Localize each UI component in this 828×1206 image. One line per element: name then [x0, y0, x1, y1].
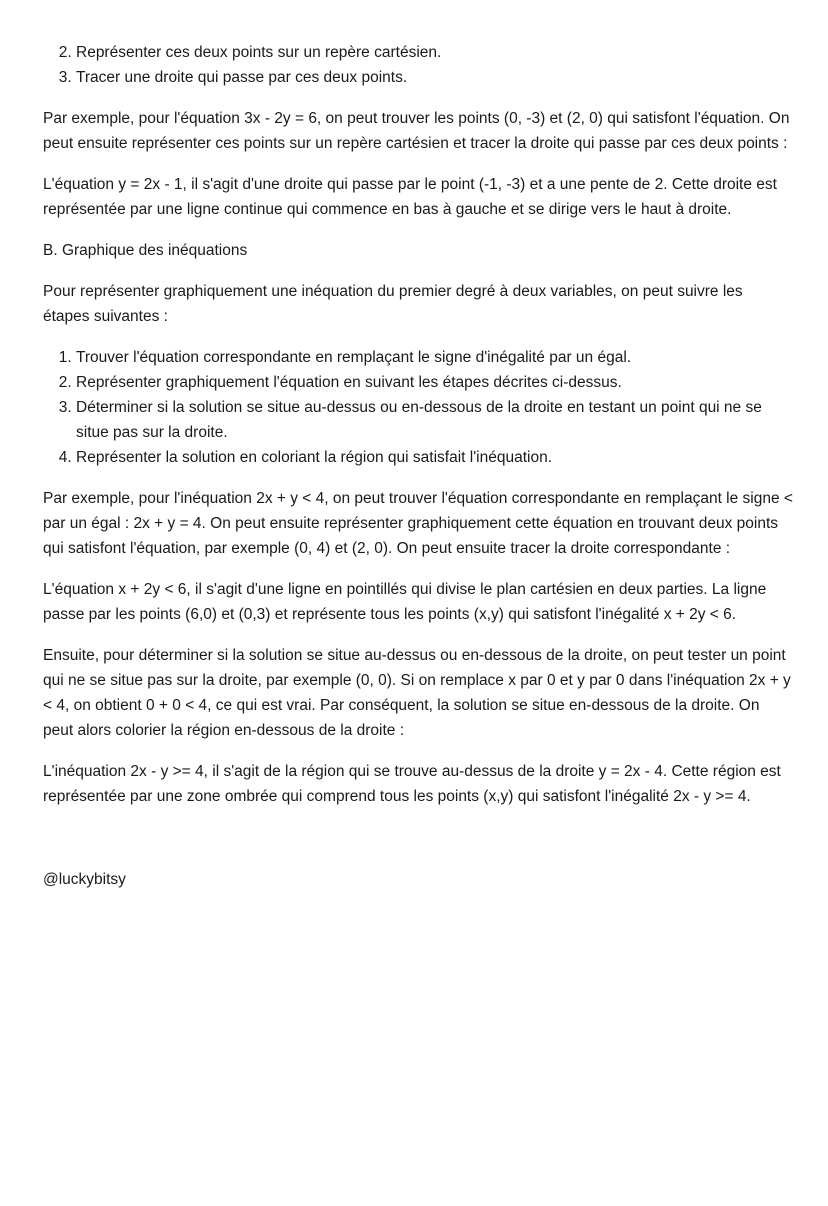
- paragraph-equation-line: L'équation y = 2x - 1, il s'agit d'une droite qui passe par le point (-1, -3) et a une pente de 2. Cette droite est représentée par une ligne continue qui commence en bas à gauche et se dirige vers le haut à droite.: [43, 176, 777, 218]
- inequation-steps-list: [43, 345, 793, 470]
- document-body: [43, 40, 793, 892]
- paragraph-test-point: Ensuite, pour déterminer si la solution se situe au-dessus ou en-dessous de la droite, on peut tester un point qui ne se situe pas sur la droite, par exemple (0, 0). Si on remplace x par 0 et y par 0 dans l'inéquation 2x + y < 4, on obtient 0 + 0 < 4, ce qui est vrai. Par conséquent, la solution se situe en-dessous de la droite. On peut alors colorier la région en-dessous de la droite :: [43, 647, 791, 739]
- list-item: 3. Tracer une droite qui passe par ces deux points.: [76, 65, 793, 90]
- list-item: 2. Représenter ces deux points sur un repère cartésien.: [76, 40, 793, 65]
- list-item: 2. Représenter graphiquement l'équation en suivant les étapes décrites ci-dessus.: [76, 370, 793, 395]
- author-credit: @luckybitsy: [43, 871, 126, 888]
- paragraph-example-equation: Par exemple, pour l'équation 3x - 2y = 6, on peut trouver les points (0, -3) et (2, 0) qui satisfont l'équation. On peut ensuite représenter ces points sur un repère cartésien et tracer la droite qui passe par ces deux points :: [43, 110, 790, 152]
- paragraph-shaded-region: L'inéquation 2x - y >= 4, il s'agit de la région qui se trouve au-dessus de la droite y = 2x - 4. Cette région est représentée par une zone ombrée qui comprend tous les points (x,y) qui satisfont l'inégalité 2x - y >= 4.: [43, 763, 781, 805]
- paragraph-example-inequation: Par exemple, pour l'inéquation 2x + y < 4, on peut trouver l'équation correspondante en remplaçant le signe < par un égal : 2x + y = 4. On peut ensuite représenter graphiquement cette équation en trouvant deux points qui satisfont l'équation, par exemple (0, 4) et (2, 0). On peut ensuite tracer la droite correspondante :: [43, 490, 793, 557]
- steps-list-continued: [43, 40, 793, 90]
- list-item: 3. Déterminer si la solution se situe au-dessus ou en-dessous de la droite en testant un point qui ne se situe pas sur la droite.: [76, 395, 793, 445]
- paragraph-inequation-intro: Pour représenter graphiquement une inéquation du premier degré à deux variables, on peut suivre les étapes suivantes :: [43, 283, 743, 325]
- list-item: 4. Représenter la solution en coloriant la région qui satisfait l'inéquation.: [76, 445, 793, 470]
- paragraph-dotted-line: L'équation x + 2y < 6, il s'agit d'une ligne en pointillés qui divise le plan cartésien en deux parties. La ligne passe par les points (6,0) et (0,3) et représente tous les points (x,y) qui satisfont l'inégalité x + 2y < 6.: [43, 581, 767, 623]
- list-item: 1. Trouver l'équation correspondante en remplaçant le signe d'inégalité par un égal.: [76, 345, 793, 370]
- section-heading: B. Graphique des inéquations: [43, 242, 248, 259]
